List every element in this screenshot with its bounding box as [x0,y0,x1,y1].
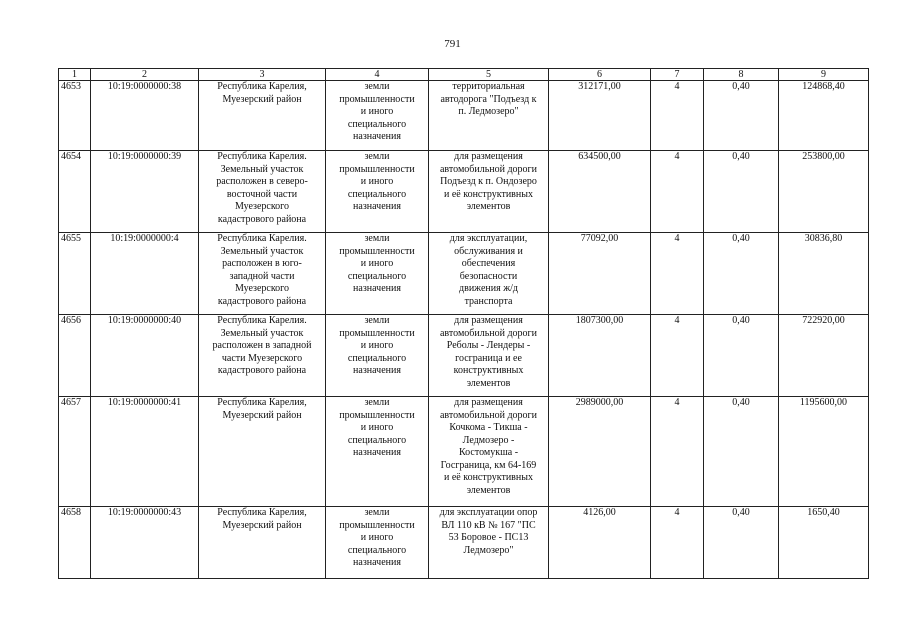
total-amount: 124868,40 [779,81,869,151]
table-row [59,151,869,233]
table-row [59,397,869,507]
column-header: 4 [326,69,429,81]
cadastral-number: 10:19:0000000:38 [91,81,199,151]
location: Республика Карелия. Земельный участок расположен в северо- восточной части Муезерского кадастрового района [199,151,326,233]
location: Республика Карелия, Муезерский район [199,507,326,579]
total-amount: 722920,00 [779,315,869,397]
column-header: 8 [704,69,779,81]
land-category: земли промышленности и иного специального назначения [326,315,429,397]
location: Республика Карелия. Земельный участок расположен в юго- западной части Муезерского кадастрового района [199,233,326,315]
total-amount: 1195600,00 [779,397,869,507]
column-header: 1 [59,69,91,81]
location: Республика Карелия, Муезерский район [199,81,326,151]
row-number: 4655 [59,233,91,315]
total-amount: 253800,00 [779,151,869,233]
tax-rate: 0,40 [704,315,779,397]
cadastral-number: 10:19:0000000:39 [91,151,199,233]
header-row [59,69,869,81]
column-7-value: 4 [651,397,704,507]
cadastral-value: 4126,00 [549,507,651,579]
tax-rate: 0,40 [704,233,779,315]
permitted-use: для размещения автомобильной дороги Кочкома - Тикша - Ледмозеро - Костомукша - Госграница, км 64-169 и её конструктивных элементов [429,397,549,507]
column-7-value: 4 [651,81,704,151]
cadastral-value: 312171,00 [549,81,651,151]
permitted-use: для эксплуатации, обслуживания и обеспечения безопасности движения ж/д транспорта [429,233,549,315]
cadastral-number: 10:19:0000000:41 [91,397,199,507]
column-header: 3 [199,69,326,81]
cadastral-number: 10:19:0000000:4 [91,233,199,315]
permitted-use: для размещения автомобильной дороги Реболы - Лендеры - госграница и ее конструктивных элементов [429,315,549,397]
location: Республика Карелия. Земельный участок расположен в западной части Муезерского кадастрового района [199,315,326,397]
table-row [59,507,869,579]
column-header: 7 [651,69,704,81]
permitted-use: для размещения автомобильной дороги Подъезд к п. Ондозеро и её конструктивных элементов [429,151,549,233]
page-number: 791 [444,38,461,50]
tax-rate: 0,40 [704,507,779,579]
column-header: 6 [549,69,651,81]
tax-rate: 0,40 [704,151,779,233]
column-7-value: 4 [651,507,704,579]
cadastral-value: 1807300,00 [549,315,651,397]
total-amount: 1650,40 [779,507,869,579]
column-7-value: 4 [651,151,704,233]
land-category: земли промышленности и иного специального назначения [326,81,429,151]
tax-rate: 0,40 [704,81,779,151]
row-number: 4657 [59,397,91,507]
land-category: земли промышленности и иного специального назначения [326,397,429,507]
tax-rate: 0,40 [704,397,779,507]
total-amount: 30836,80 [779,233,869,315]
row-number: 4656 [59,315,91,397]
location: Республика Карелия, Муезерский район [199,397,326,507]
table-row [59,233,869,315]
cadastral-value: 2989000,00 [549,397,651,507]
cadastral-number: 10:19:0000000:40 [91,315,199,397]
column-header: 5 [429,69,549,81]
land-category: земли промышленности и иного специального назначения [326,233,429,315]
column-header: 9 [779,69,869,81]
permitted-use: территориальная автодорога "Подъезд к п. Ледмозеро" [429,81,549,151]
column-7-value: 4 [651,233,704,315]
permitted-use: для эксплуатации опор ВЛ 110 кВ № 167 "ПС 53 Боровое - ПС13 Ледмозеро" [429,507,549,579]
cadastral-value: 634500,00 [549,151,651,233]
land-category: земли промышленности и иного специального назначения [326,151,429,233]
row-number: 4658 [59,507,91,579]
land-category: земли промышленности и иного специального назначения [326,507,429,579]
row-number: 4654 [59,151,91,233]
table-row [59,315,869,397]
column-7-value: 4 [651,315,704,397]
row-number: 4653 [59,81,91,151]
cadastral-value: 77092,00 [549,233,651,315]
column-header: 2 [91,69,199,81]
cadastral-number: 10:19:0000000:43 [91,507,199,579]
land-registry-table [58,68,869,579]
table-row [59,81,869,151]
